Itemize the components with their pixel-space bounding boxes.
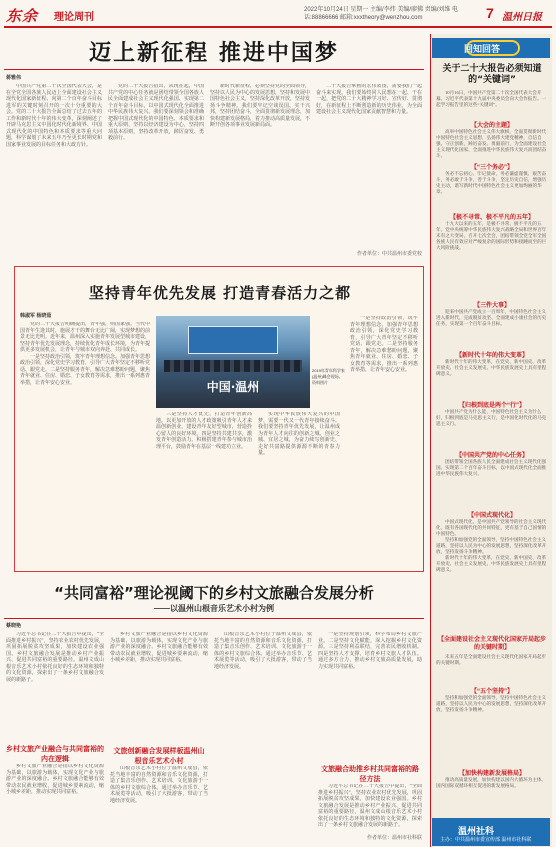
sidebar-heading: 【归根到底是两个“行”】 <box>458 403 525 409</box>
sidebar-text: 中国式现代化，是中国共产党领导的社会主义现代化，既有各国现代化的共同特征，更有基于自己国情的中国特色。 坚持和加强党的全面领导，坚持中国特色社会主义道路，坚持以人民为中心的发展思想，坚持深化改革开放，坚持发扬斗争精神。 新时代十年的伟大变革，在党史、新中国史、改革开放史、社会主义发展史、中华民族发展史上具有里程碑意义。 <box>436 519 547 572</box>
article3-col1b: 乡村文旅产业融合是指以乡村文化资源为基础，以旅游为载体，实现文化产业与旅游产业的深度融合。乡村文旅融合能够有效带动农民就业增收，促进城乡要素流动，缩小城乡差距，推动实现共同富裕。 <box>6 764 104 795</box>
sidebar-text: 团结带领全国各族人民全面建成社会主义现代化强国、实现第二个百年奋斗目标，以中国式现代化全面推进中华民族伟大复兴。 <box>436 459 547 476</box>
sidebar-heading: 【“五个坚持”】 <box>470 689 513 695</box>
banner-label: 回知回答 <box>464 44 501 54</box>
sidebar-text: 坚持和加强党的全面领导，坚持中国特色社会主义道路，坚持以人民为中心的发展思想，坚持深化改革开放，坚持发扬斗争精神。 <box>436 695 547 712</box>
article1-col4: 二十大报告擘画的宏伟蓝图，需要我们一起奋斗来实现。我们要始终同人民想在一起、干在一起，把党的二十大精神学习好、宣传好、贯彻好，在新征程上不断创造新的历史伟业，为全面建设社会主义现代化国家贡献智慧和力量。 <box>316 84 422 115</box>
article3-subtitle: ——以温州山根音乐艺术小村为例 <box>154 604 274 613</box>
article3-col4b: 习近平总书记在二十大报告中提出，“全面推进乡村振兴”，坚持农业农村优先发展，巩固拓展脱贫攻坚成果，加快建设农业强国。乡村文旅融合发展是推动乡村产业振兴、促进共同富裕的重要路径。温州文成山根音乐艺术小村依托良好的生态环境和独特的文化资源，探索出了一条乡村文旅融合发展的新路子。 <box>318 784 422 828</box>
article2-col4: 一是坚持政治引领，筑牢青年理想信念。加强青年思想政治引领，深化党史学习教育，引导广大青年坚定不移听党话、跟党走。二是坚持服务青年，解决急难愁盼问题，聚焦青年就业、住房、婚恋、子女教育等需求，推出一系列惠青举措，让青年安心安业。 <box>350 316 418 373</box>
photo-screen <box>188 326 278 354</box>
article2-col4a: 实现中华民族伟大复兴的中国梦，需要一代又一代青年接续奋斗。我们要坚持青年优先发展，让温州成为青年人才向往的创新之城、创业之城、宜居之城，为奋力续写创新史、走好共富路提供源源不断的青春力量。 <box>258 412 340 456</box>
article2-photo <box>156 316 310 408</box>
article3-subhead3: 文旅融合助推乡村共同富裕的路径方法 <box>321 766 419 783</box>
article3-author: 蔡晓艳 <box>6 623 22 629</box>
sidebar-intro: 10月16日，中国共产党第二十次全国代表大会开幕。习近平代表第十九届中央委员会向大会作报告。一起学习报告里的这些“关键词”。 <box>436 90 547 107</box>
sidebar-heading: 【中国式现代化】 <box>467 513 516 519</box>
sidebar-heading: 【“三个务必”】 <box>470 165 513 171</box>
article2-col3: 三是坚持人才优先，打造青年创新高地。以更加开放的人才政策吸引青年人才来温创新创业，建设青年友好型城市，营造拴心留人的良好环境。四是坚持共建共享，激发青年创造活力。积极搭建青年参与城市治理平台，鼓励青年在基层一线建功立业。 <box>156 412 252 450</box>
masthead <box>4 4 552 28</box>
sidebar-heading: 【三件大事】 <box>473 303 510 309</box>
article2-author: 韩淑军 杨晓茹 <box>20 313 52 319</box>
article3-subhead1: 乡村文旅产业融合与共同富裕的内在逻辑 <box>6 746 104 763</box>
paper-name: 温州日报 <box>502 12 542 23</box>
article3-col2: 乡村文旅产业融合是指以乡村文化资源为基础，以旅游为载体，实现文化产业与旅游产业的深度融合。乡村文旅融合能够有效带动农民就业增收，促进城乡要素流动，缩小城乡差距，推动实现共同富裕。 <box>110 632 208 663</box>
article3-col4: 一是坚持规划引领，科学布局乡村文旅产业。二是坚持文化赋能，深入挖掘乡村文化资源。三是坚持利益联结，完善农民增收机制。四是坚持人才支撑，培育乡村文旅人才队伍。通过多方合力，推动乡村文旅高质量发展，助力实现共同富裕。 <box>318 632 422 670</box>
sidebar-heading: 【全面建设社会主义现代化国家开局起步的关键时期】 <box>437 637 546 651</box>
article1-title: 迈上新征程 推进中国梦 <box>89 41 339 66</box>
sidebar-text: 迎来中国共产党成立一百周年，中国特色社会主义进入新时代，完成脱贫攻坚、全面建成小康社会的历史任务，实现第一个百年奋斗目标。 <box>436 309 547 326</box>
photo-sign-text: 中国·温州 <box>206 380 260 394</box>
photo-people <box>164 360 302 372</box>
article1-col2: 党的二十大报告指出，从现在起，中国共产党的中心任务就是团结带领全国各族人民全面建成社会主义现代化强国、实现第二个百年奋斗目标，以中国式现代化全面推进中华民族伟大复兴。我们要深刻领会和准确把握中国式现代化的中国特色、本质要求和重大原则，坚持以经济建设为中心，坚持四项基本原则，坚持改革开放，踔厉奋发、勇毅前行。 <box>108 84 204 141</box>
article3-col3: 山根音乐艺术小村位于温州文成县，依托当地丰富的自然资源和音乐文化资源，打造了集音乐创作、艺术培训、文化旅游于一体的乡村文旅综合体。通过举办音乐节、艺术展览等活动，吸引了大批游客，带动了当地经济发展。 <box>214 632 312 670</box>
article2-title: 坚持青年优先发展 打造青春活力之都 <box>88 284 352 302</box>
masthead-logo: 东余 <box>6 7 39 25</box>
footer-banner-title: 温州社科 <box>458 826 495 836</box>
sidebar-text: 高举中国特色社会主义伟大旗帜，全面贯彻新时代中国特色社会主义思想，弘扬伟大建党精神，自信自强、守正创新，踔厉奋发、勇毅前行，为全面建设社会主义现代化国家、全面推进中华民族伟大复兴而团结奋斗。 <box>436 129 547 158</box>
sidebar-text: 务必不忘初心、牢记使命，务必谦虚谨慎、艰苦奋斗，务必敢于斗争、善于斗争，坚定历史自信，增强历史主动，谱写新时代中国特色社会主义更加绚丽的华章。 <box>436 171 547 194</box>
article1-sign: 作者单位：中共温州市委党校 <box>356 252 422 257</box>
masthead-meta: 2022年10月24日 星期一 主编/李炜 美编/廖佛 责编/刘维 电话:88866666 邮箱:xxxtheory@wenzhou.com <box>304 7 459 21</box>
divider <box>4 618 424 619</box>
sidebar-banner <box>432 38 550 58</box>
sidebar-text: 推动高质量发展，加快构建以国内大循环为主体、国内国际双循环相互促进的新发展格局。 <box>436 777 547 788</box>
article3-sign: 作者单位：温州市社科联 <box>366 836 422 841</box>
article1-author: 蒋雅伟 <box>6 75 22 81</box>
article1-col1: 中国共产党第二十次全国代表大会，是在全党全国各族人民迈上全面建设社会主义现代化国家新征程、向第二个百年奋斗目标进军的关键时刻召开的一次十分重要的大会。党的二十大报告全面总结了过去五年的工作和新时代十年的伟大变革，深刻阐述了开辟马克思主义中国化时代化新境界、中国式现代化的中国特色和本质要求等重大问题，科学谋划了未来五年乃至更长时期党和国家事业发展的目标任务和大政方针。 <box>6 84 102 148</box>
page-number: 7 <box>486 5 494 21</box>
article3-col2b: 山根音乐艺术小村位于温州文成县，依托当地丰富的自然资源和音乐文化资源，打造了集音乐创作、艺术培训、文化旅游于一体的乡村文旅综合体。通过举办音乐节、艺术展览等活动，吸引了大批游客，带动了当地经济发展。 <box>110 766 208 804</box>
sidebar-text: 新时代十年的伟大变革，在党史、新中国史、改革开放史、社会主义发展史、中华民族发展史上具有里程碑意义。 <box>436 359 547 376</box>
sidebar-text: 十九大以来的五年，是极不寻常、极不平凡的五年。党中央统筹中华民族伟大复兴战略全局和世界百年未有之大变局，召开七次全会，团结带领全党全军全国各族人民有效应对严峻复杂的国际形势和接踵而至的巨大风险挑战。 <box>436 221 547 250</box>
article2-col1: 党的二十大报告明确提出，青年强，则国家强。当代中国青年生逢其时，施展才干的舞台无比广阔，实现梦想的前景无比光明。近年来，温州深入实施青年发展型城市建设，坚持青年优先发展理念，持续优化青年成长环境，为青年提供更多发展机会，让青年与城市双向奔赴、共同成长。 一是坚持政治引领，筑牢青年理想信念。加强青年思想政治引领，深化党史学习教育，引导广大青年坚定不移听党话、跟党走。二是坚持服务青年，解决急难愁盼问题，聚焦青年就业、住房、婚恋、子女教育等需求，推出一系列惠青举措，让青年安心安业。 <box>20 322 150 386</box>
sidebar-heading: 【极不寻常、极不平凡的五年】 <box>449 215 534 221</box>
divider <box>4 69 424 70</box>
article1-col3: 新时代新征程，必须坚持党的全面领导，坚持以人民为中心的发展思想，坚持和发展中国特色社会主义，坚持深化改革开放，坚持发扬斗争精神。我们要牢记空谈误国、实干兴邦，坚持团结奋斗，全面贯彻新发展理念，加快构建新发展格局，着力推动高质量发展，不断开创各项事业发展新局面。 <box>210 84 310 128</box>
sidebar-text: 未来五年是全面建设社会主义现代化国家开局起步的关键时期。 <box>436 654 547 665</box>
article3-title: “共同富裕”理论视阈下的乡村文旅融合发展分析 <box>54 584 374 602</box>
sidebar-heading: 【加快构建新发展格局】 <box>458 771 525 777</box>
sidebar-title: 关于二十大报告必须知道的“关键词” <box>442 64 542 85</box>
sidebar-heading: 【中国共产党的中心任务】 <box>455 453 528 459</box>
article3-subhead2: 文旅创新融合发展样板温州山根音乐艺术小村 <box>113 748 205 765</box>
article3-col1: 习近平总书记在二十大报告中提出，“全面推进乡村振兴”，坚持农业农村优先发展，巩固拓展脱贫攻坚成果，加快建设农业强国。乡村文旅融合发展是推动乡村产业振兴、促进共同富裕的重要路径。温州文成山根音乐艺术小村依托良好的生态环境和独特的文化资源，探索出了一条乡村文旅融合发展的新路子。 <box>6 632 104 683</box>
photo-caption: 2019年青年科学家(温州)峰会现场。资料图片 <box>312 368 345 385</box>
section-name: 理论周刊 <box>54 12 94 23</box>
sidebar-heading: 【新时代十年的伟大变革】 <box>455 353 528 359</box>
sidebar-footer-banner <box>432 818 550 846</box>
sidebar-heading: 【大会的主题】 <box>470 123 513 129</box>
footer-banner-sub: 主办：中共温州市委宣传部 温州市社科联 <box>440 837 532 843</box>
sidebar-text: 中国共产党为什么能，中国特色社会主义为什么好，归根到底是马克思主义行，是中国化时代化的马克思主义行。 <box>436 409 547 426</box>
